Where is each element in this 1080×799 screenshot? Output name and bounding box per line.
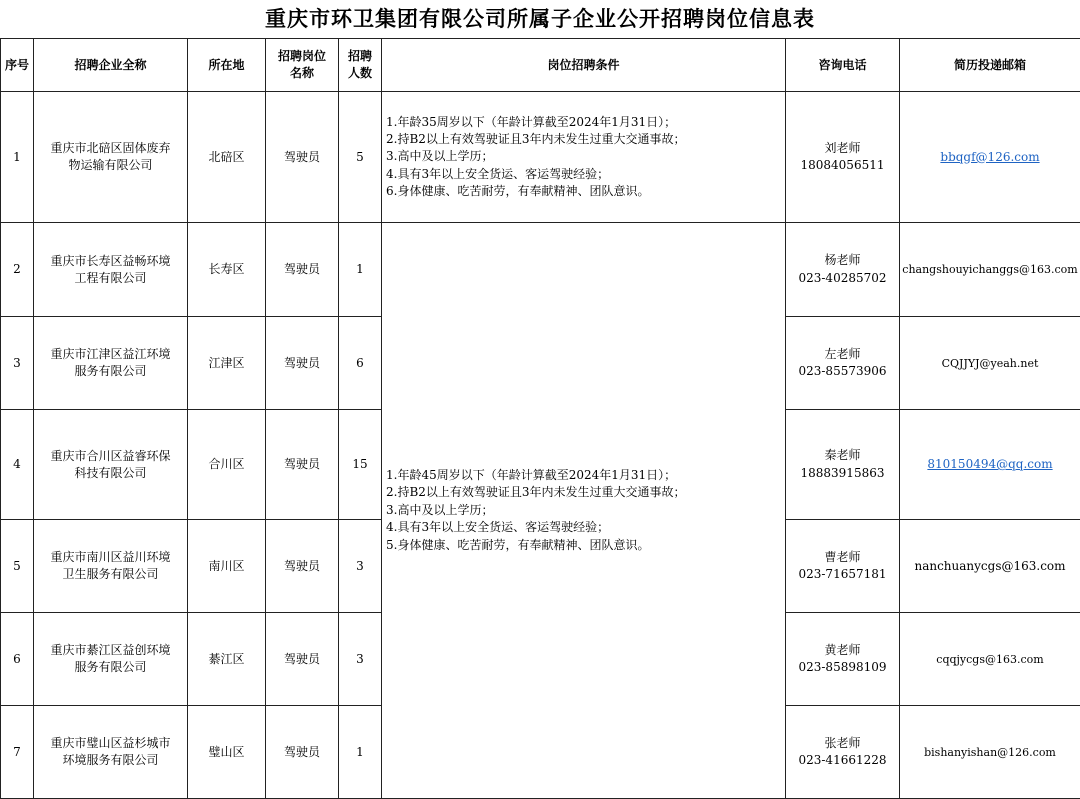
company-name-line2: 服务有限公司 (74, 660, 147, 674)
company-name-line1: 重庆市北碚区固体废弃 (50, 141, 171, 156)
location: 璧山区 (188, 706, 266, 799)
company-name-line2: 工程有限公司 (74, 270, 147, 285)
contact-cell (786, 706, 900, 799)
header-row (1, 39, 1080, 92)
row-seq: 1 (1, 92, 34, 223)
company-name-line2: 科技有限公司 (74, 465, 147, 480)
headcount: 5 (339, 92, 382, 223)
table-row (1, 223, 1080, 317)
header-count-line1: 招聘 (347, 49, 372, 64)
email-link[interactable]: 810150494@qq.com (927, 457, 1053, 472)
position: 驾驶员 (266, 92, 339, 223)
header-position-line2: 名称 (289, 66, 314, 80)
contact-name: 黄老师 (824, 642, 861, 657)
company-name-line2: 服务有限公司 (74, 364, 147, 378)
row-seq: 6 (1, 613, 34, 706)
location: 长寿区 (188, 223, 266, 317)
email-cell (900, 92, 1080, 223)
headcount: 3 (339, 520, 382, 613)
header-count-line2: 人数 (347, 66, 372, 80)
email-cell (900, 613, 1080, 706)
email-cell (900, 317, 1080, 410)
condition-line: 2.持B2以上有效驾驶证且3年内未发生过重大交通事故； (386, 485, 686, 500)
recruitment-table (0, 38, 1080, 799)
contact-cell (786, 520, 900, 613)
header-count (339, 39, 382, 92)
contact-phone: 023-85573906 (798, 364, 887, 378)
contact-name: 张老师 (824, 735, 861, 750)
email-text: bishanyishan@126.com (924, 745, 1056, 759)
headcount: 3 (339, 613, 382, 706)
position: 驾驶员 (266, 317, 339, 410)
contact-cell (786, 613, 900, 706)
company-name-line1: 重庆市合川区益睿环保 (50, 448, 171, 463)
company-name-line1: 重庆市江津区益江环境 (50, 347, 171, 362)
header-seq: 序号 (1, 39, 34, 92)
contact-name: 杨老师 (824, 253, 861, 268)
company-name (34, 92, 188, 223)
row-seq: 4 (1, 410, 34, 520)
contact-phone: 023-85898109 (798, 660, 887, 674)
contact-name: 左老师 (824, 346, 861, 361)
contact-phone: 18084056511 (800, 158, 885, 172)
header-phone: 咨询电话 (786, 39, 900, 92)
email-text: cqqjycgs@163.com (936, 652, 1044, 666)
location: 合川区 (188, 410, 266, 520)
condition-line: 3.高中及以上学历； (386, 502, 494, 517)
headcount: 1 (339, 223, 382, 317)
company-name (34, 317, 188, 410)
contact-cell (786, 410, 900, 520)
email-link[interactable]: bbqgf@126.com (940, 149, 1040, 164)
condition-line: 2.持B2以上有效驾驶证且3年内未发生过重大交通事故； (386, 131, 686, 146)
condition-line: 1.年龄45周岁以下（年龄计算截至2024年1月31日）； (386, 468, 677, 483)
row-seq: 2 (1, 223, 34, 317)
location: 綦江区 (188, 613, 266, 706)
contact-name: 秦老师 (824, 448, 861, 463)
position: 驾驶员 (266, 410, 339, 520)
header-company: 招聘企业全称 (34, 39, 188, 92)
company-name (34, 706, 188, 799)
company-name-line1: 重庆市璧山区益杉城市 (50, 736, 171, 751)
headcount: 1 (339, 706, 382, 799)
contact-phone: 18883915863 (800, 465, 885, 480)
condition-line: 6.身体健康、吃苦耐劳，有奉献精神、团队意识。 (386, 184, 650, 199)
contact-cell (786, 317, 900, 410)
company-name (34, 613, 188, 706)
company-name (34, 223, 188, 317)
conditions-cell-a (382, 92, 786, 223)
condition-line: 1.年龄35周岁以下（年龄计算截至2024年1月31日）； (386, 114, 677, 129)
table-row (1, 92, 1080, 223)
row-seq: 5 (1, 520, 34, 613)
condition-line: 4.具有3年以上安全货运、客运驾驶经验； (386, 520, 610, 535)
company-name (34, 410, 188, 520)
company-name (34, 520, 188, 613)
location: 南川区 (188, 520, 266, 613)
position: 驾驶员 (266, 223, 339, 317)
row-seq: 3 (1, 317, 34, 410)
location: 江津区 (188, 317, 266, 410)
email-cell (900, 520, 1080, 613)
contact-phone: 023-40285702 (798, 270, 887, 285)
location: 北碚区 (188, 92, 266, 223)
header-conditions: 岗位招聘条件 (382, 39, 786, 92)
company-name-line2: 卫生服务有限公司 (62, 567, 159, 581)
contact-cell (786, 223, 900, 317)
email-text: changshouyichanggs@163.com (902, 263, 1078, 277)
company-name-line1: 重庆市长寿区益畅环境 (50, 253, 171, 268)
company-name-line2: 物运输有限公司 (68, 158, 153, 172)
company-name-line1: 重庆市南川区益川环境 (50, 550, 171, 565)
position: 驾驶员 (266, 706, 339, 799)
email-cell (900, 223, 1080, 317)
conditions-cell-b (382, 223, 786, 799)
header-location: 所在地 (188, 39, 266, 92)
contact-phone: 023-41661228 (798, 753, 887, 767)
page-title: 重庆市环卫集团有限公司所属子企业公开招聘岗位信息表 (265, 6, 815, 31)
condition-line: 3.高中及以上学历； (386, 149, 494, 164)
email-text: nanchuanycgs@163.com (914, 558, 1066, 573)
headcount: 6 (339, 317, 382, 410)
headcount: 15 (339, 410, 382, 520)
email-text: CQJJYJ@yeah.net (941, 356, 1039, 370)
position: 驾驶员 (266, 613, 339, 706)
header-position-line1: 招聘岗位 (277, 49, 326, 64)
email-cell (900, 706, 1080, 799)
contact-name: 曹老师 (824, 549, 861, 564)
company-name-line1: 重庆市綦江区益创环境 (50, 643, 171, 658)
contact-cell (786, 92, 900, 223)
row-seq: 7 (1, 706, 34, 799)
header-email: 简历投递邮箱 (900, 39, 1080, 92)
contact-name: 刘老师 (824, 140, 861, 155)
position: 驾驶员 (266, 520, 339, 613)
contact-phone: 023-71657181 (798, 567, 887, 581)
header-position (266, 39, 339, 92)
condition-line: 4.具有3年以上安全货运、客运驾驶经验； (386, 166, 610, 181)
email-cell (900, 410, 1080, 520)
company-name-line2: 环境服务有限公司 (62, 753, 159, 767)
condition-line: 5.身体健康、吃苦耐劳，有奉献精神、团队意识。 (386, 537, 650, 552)
